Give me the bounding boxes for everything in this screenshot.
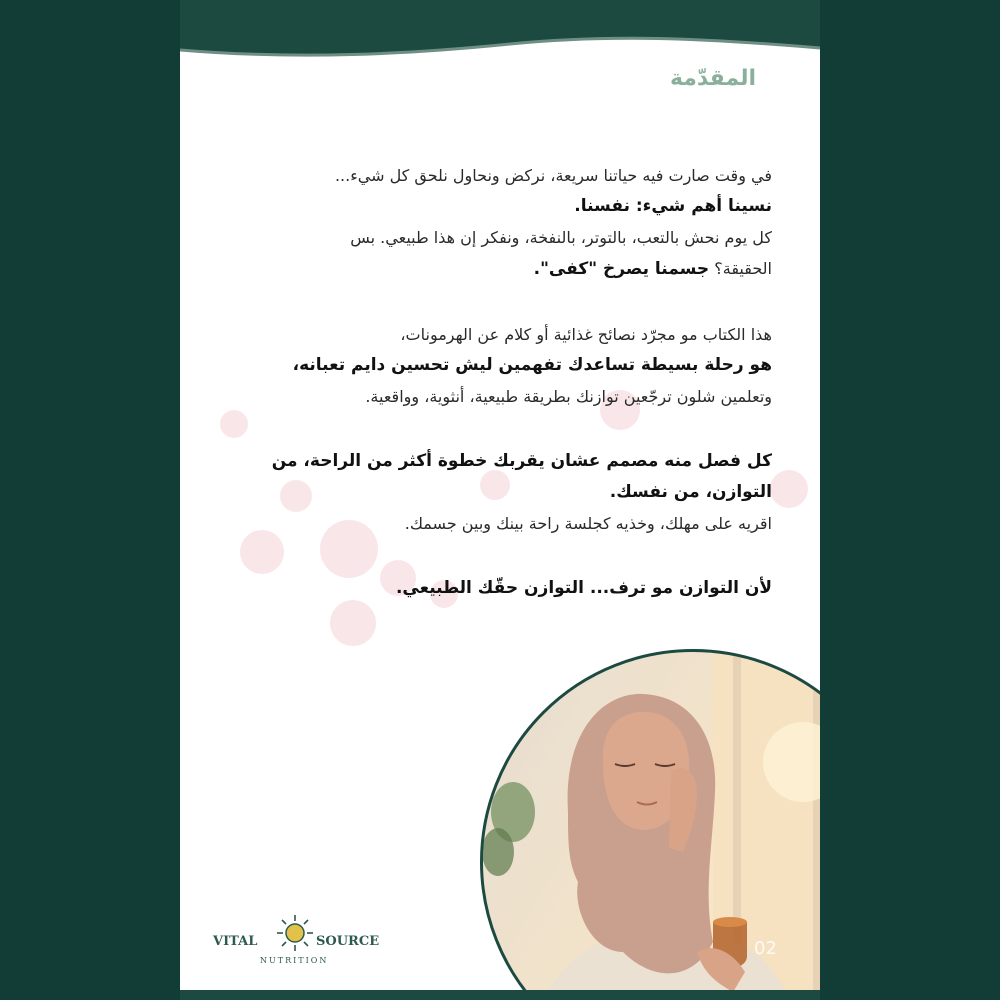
intro-line-1: في وقت صارت فيه حياتنا سريعة، نركض ونحاول نلحق كل شيء... — [334, 166, 772, 185]
page-number: 02 — [754, 938, 777, 959]
sun-icon — [277, 915, 313, 951]
intro-line-4-emphasis: جسمنا يصرخ "كفى". — [533, 259, 710, 279]
intro-line-4 — [248, 253, 772, 285]
brand-word-vital: VITAL — [213, 934, 258, 949]
about-line-1: هذا الكتاب مو مجرّد نصائح غذائية أو كلام عن الهرمونات، — [400, 325, 772, 344]
vital-source-logo — [210, 905, 380, 970]
about-line-3: وتعلمين شلون ترجّعين توازنك بطريقة طبيعية، أنثوية، وواقعية. — [365, 387, 772, 406]
intro-line-4-lead: الحقيقة؟ — [714, 259, 772, 278]
brand-word-nutrition: NUTRITION — [260, 956, 329, 965]
about-line-2: هو رحلة بسيطة تساعدك تفهمين ليش تحسين دايم تعبانه، — [292, 355, 772, 375]
chapters-line-1: كل فصل منه مصمم عشان يقربك خطوة أكثر من الراحة، من — [271, 451, 772, 471]
page-title: المقدّمة — [669, 66, 756, 91]
brand-word-source: SOURCE — [316, 934, 380, 949]
book-page — [180, 0, 820, 1000]
intro-line-3: كل يوم نحش بالتعب، بالتوتر، بالنفخة، ونفكر إن هذا طبيعي. بس — [350, 228, 772, 247]
intro-text — [248, 160, 772, 604]
chapters-line-3: اقريه على مهلك، وخذيه كجلسة راحة بينك وبين جسمك. — [404, 514, 772, 533]
chapters-line-2: التوازن، من نفسك. — [609, 482, 772, 502]
footer-bar — [180, 990, 820, 1000]
intro-line-2: نسينا أهم شيء: نفسنا. — [574, 196, 772, 216]
closing-line: لأن التوازن مو ترف... التوازن حقّك الطبيعي. — [395, 578, 772, 598]
